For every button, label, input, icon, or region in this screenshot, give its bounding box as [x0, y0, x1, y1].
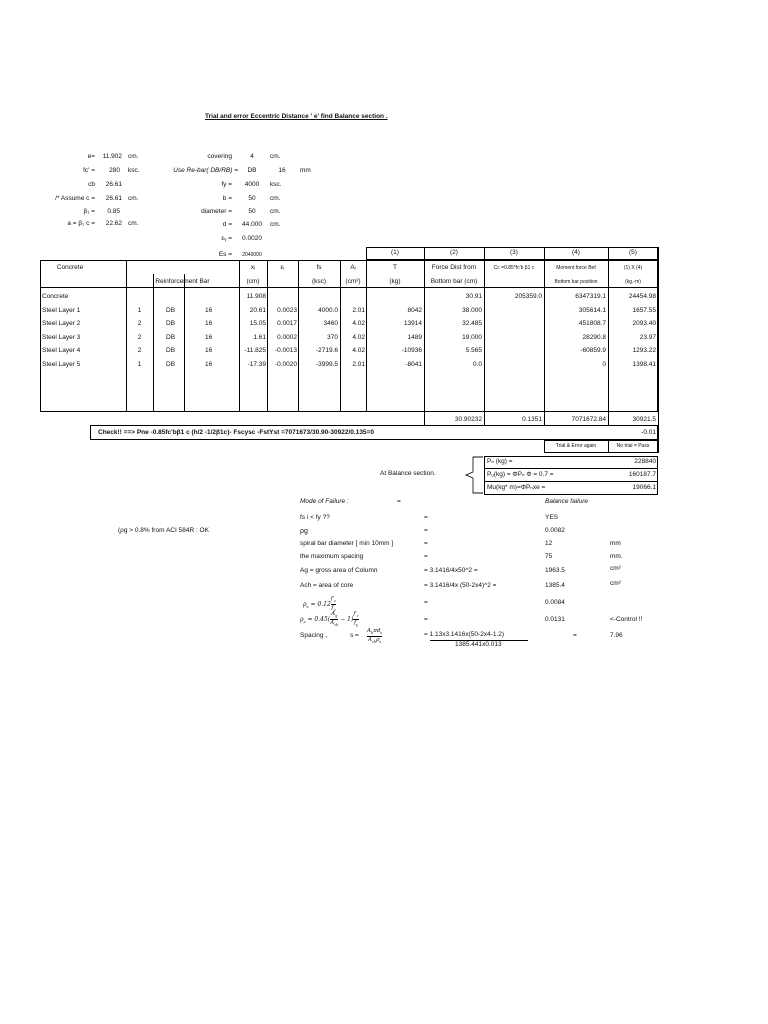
rho1-eq: =	[424, 599, 428, 606]
a-label: a = β₁ c =	[67, 220, 95, 227]
cell-name: Steel Layer 2	[42, 320, 81, 327]
spiral-unit: mm	[610, 540, 621, 547]
cell-dist: 38.000	[462, 306, 482, 314]
cell-x: 1.61	[253, 333, 266, 341]
cell-dist: 32.485	[462, 320, 482, 327]
cell-p: 1657.55	[632, 306, 656, 314]
hdr-force: Force Dist from	[431, 264, 477, 271]
cell-dist: 30.91	[465, 293, 482, 300]
hdr-reinf: Reinforcement Bar	[155, 278, 210, 285]
fy-value: 4000	[244, 181, 260, 188]
fsi-value: YES	[545, 514, 559, 521]
cell-a: 2.01	[352, 360, 365, 368]
hdr-ai-unit: (cm²)	[345, 278, 361, 285]
cell-n: 2	[137, 333, 142, 341]
cell-n: 2	[137, 347, 142, 354]
cell-e: -0.0013	[274, 347, 297, 354]
ach-unit: cm²	[610, 580, 621, 587]
cell-t: 1489	[407, 333, 422, 341]
hdr-prod-unit: (kg.-m)	[625, 279, 641, 285]
trial-label: Trial & Error again	[555, 443, 597, 449]
c-label: /* Assume c =	[55, 195, 95, 202]
cell-fs: 370	[327, 333, 338, 341]
hdr-fs-unit: (ksc)	[311, 278, 327, 285]
pu-value: 160187.7	[628, 471, 656, 478]
e-value: 11.902	[102, 153, 122, 160]
rho1-formula: $\rho_s = 0.12$ $\frac{f'_c}{f_y}$	[303, 596, 337, 613]
col-num-5: (5)	[629, 249, 637, 256]
cell-type: DB	[166, 347, 176, 354]
beta-value: 0.85	[107, 208, 120, 215]
cell-dist: 19.000	[462, 333, 482, 341]
spacing-max-unit: mm.	[610, 553, 623, 560]
cb-value: 26.61	[105, 181, 122, 188]
cell-m: 305614.1	[578, 306, 606, 314]
e-label: e=	[87, 153, 95, 160]
cell-x: -17.39	[247, 360, 266, 368]
trial-value: No trial = Pass	[616, 443, 650, 449]
ach-value: 1385.4	[545, 582, 565, 589]
d-value: 44.000	[242, 221, 262, 228]
mode-label: Mode of Failure :	[300, 498, 349, 505]
spacing-formula: $\frac{A_b\pi d_s}{A_{ch}\rho_s}$	[367, 628, 383, 645]
rebar-type: DB	[247, 167, 257, 174]
hdr-xi: xᵢ	[250, 264, 256, 271]
page-title: Trial and error Eccentric Distance ' e' find Balance section .	[205, 113, 388, 120]
rho2-value: 0.0131	[545, 616, 565, 623]
c-value: 26.61	[105, 195, 122, 202]
cell-e: -0.0020	[274, 360, 297, 368]
cell-type: DB	[166, 360, 176, 368]
mu-value: 19066.1	[632, 484, 656, 491]
brace-icon	[463, 455, 485, 495]
cell-a: 4.02	[352, 333, 365, 341]
cell-size: 16	[205, 360, 213, 368]
fsi-label: fs i < fy ??	[300, 514, 330, 521]
cell-cc: 205359.0	[514, 293, 542, 300]
spiral-eq: =	[424, 540, 428, 547]
col-num-2: (2)	[450, 249, 458, 256]
cell-t: 13914	[403, 320, 422, 327]
ag-eq: = 3.1416/4x50^2 =	[424, 567, 478, 574]
pg-value: 0.0082	[545, 527, 565, 534]
cell-size: 16	[205, 333, 213, 341]
spacing-den: 1385.441x0.013	[455, 641, 502, 648]
total-p: 30921.5	[632, 416, 656, 423]
cell-dist: 0.0	[472, 360, 482, 368]
fc-unit: ksc.	[128, 167, 140, 174]
hdr-xi-unit: (cm)	[246, 278, 260, 285]
spiral-label: spiral bar diameter [ min 10mm ]	[300, 540, 394, 547]
cell-x: 15.05	[249, 320, 266, 327]
cell-type: DB	[166, 333, 176, 341]
cell-size: 16	[205, 306, 213, 314]
col-num-1: (1)	[391, 249, 399, 256]
mu-label: Mu(kg* m)=ΦPₙxe =	[487, 484, 546, 491]
cell-t: -10936	[401, 347, 422, 354]
beta-label: β₁ =	[83, 208, 95, 215]
pg-eq: =	[424, 527, 428, 534]
a-unit: cm.	[128, 220, 139, 227]
diameter-label: diameter =	[201, 208, 232, 215]
ag-unit: cm²	[610, 565, 621, 572]
cell-size: 16	[205, 320, 213, 327]
cell-m: 6347319.1	[575, 293, 606, 300]
cell-m: 451808.7	[578, 320, 606, 327]
fy-unit: ksc.	[270, 181, 282, 188]
d-unit: cm.	[270, 221, 281, 228]
d-label: d =	[222, 221, 232, 228]
total-dist: 30.90232	[454, 416, 482, 423]
cell-t: 8042	[407, 306, 422, 314]
pg-label: ρg	[300, 528, 308, 535]
cell-e: 0.0023	[277, 306, 297, 314]
cell-p: 2093.40	[632, 320, 656, 327]
hdr-ei: εᵢ	[280, 264, 285, 271]
ey-value: 0.0020	[242, 235, 262, 242]
es-label: Es =	[218, 251, 232, 258]
rho1-value: 0.0084	[545, 599, 565, 606]
diameter-unit: cm.	[270, 208, 281, 215]
balance-label: At Balance section.	[380, 470, 436, 477]
mode-eq: =	[397, 498, 401, 505]
fsi-eq: =	[424, 514, 428, 521]
cell-p: 1398.41	[632, 360, 656, 368]
spacing-num: = 1.13x3.1416x(50-2x4-1.2)	[424, 631, 505, 638]
spacing-max-eq: =	[424, 553, 428, 560]
cell-fs: 4000.0	[318, 306, 338, 314]
covering-unit: cm.	[270, 153, 281, 160]
rho2-formula: $\rho_s = 0.45$( $\frac{A_g}{A_{ch}}$ − 1) $\frac{f'_c}{f_y}$	[300, 611, 359, 628]
cell-x: 20.61	[249, 306, 266, 314]
hdr-prod: (1) X (4)	[623, 265, 643, 271]
spacing-value: 7.96	[610, 632, 623, 639]
b-unit: cm.	[270, 195, 281, 202]
cell-x: -11.825	[244, 347, 266, 354]
cell-name: Steel Layer 4	[42, 347, 81, 354]
diameter-value: 50	[248, 208, 256, 215]
cell-m: -60859.9	[580, 347, 606, 354]
hdr-moment2: Bottom bar position	[554, 279, 598, 285]
ag-value: 1963.5	[545, 567, 565, 574]
covering-value: 4	[250, 153, 254, 160]
pg-note: (ρg > 0.8% from ACI 584R : OK	[118, 527, 209, 534]
cell-a: 4.02	[352, 347, 365, 354]
pn-label: Pₙ (kg) =	[487, 458, 513, 465]
hdr-force2: Bottom bar (cm)	[430, 278, 478, 285]
hdr-concrete: Concrete	[56, 264, 84, 271]
spacing-max-value: 75	[545, 553, 553, 560]
cell-name: Steel Layer 3	[42, 333, 81, 341]
cell-n: 1	[137, 306, 142, 314]
spacing-eq: =	[573, 632, 577, 639]
cell-m: 28290.8	[582, 333, 606, 341]
ag-label: Ag = gross area of Column	[300, 567, 378, 574]
ach-eq: = 3.1416/4x (50-2x4)^2 =	[424, 582, 497, 589]
e-unit: cm.	[128, 153, 139, 160]
cell-n: 1	[137, 360, 142, 368]
hdr-fs: fs	[316, 264, 322, 271]
cell-n: 2	[137, 320, 142, 327]
cell-fs: -3999.5	[315, 360, 338, 368]
total-m: 7071672.84	[571, 416, 606, 423]
rebar-unit: mm	[300, 167, 311, 174]
fy-label: fy =	[221, 181, 232, 188]
c-unit: cm.	[128, 195, 139, 202]
check-value: -0.01	[641, 429, 656, 436]
pu-label: Pᵤ(kg) = ΦPₙ Φ = 0.7 =	[487, 471, 554, 478]
cell-x: 11.908	[246, 293, 266, 300]
rebar-size: 16	[278, 167, 286, 174]
pn-value: 228840	[634, 458, 656, 465]
a-value: 22.62	[105, 220, 122, 227]
col-num-3: (3)	[510, 249, 518, 256]
rho2-eq: =	[424, 616, 428, 623]
spacing-s: s =	[350, 632, 359, 639]
b-value: 50	[248, 195, 256, 202]
spacing-max-label: the maximum spacing	[300, 553, 364, 560]
cell-type: DB	[166, 306, 176, 314]
cell-type: DB	[166, 320, 176, 327]
cell-a: 2.01	[352, 306, 365, 314]
ey-label: εᵧ =	[221, 235, 232, 242]
hdr-t-unit: (kg)	[389, 278, 401, 285]
hdr-moment: Moment force Bef	[556, 265, 596, 271]
hdr-t: T	[393, 264, 397, 271]
cell-dist: 5.565	[465, 347, 482, 354]
total-cc: 0.1351	[522, 416, 542, 423]
rho2-note: <-Control !!	[610, 616, 643, 623]
cell-name: Concrete	[42, 293, 69, 300]
cell-e: 0.0002	[277, 333, 297, 341]
hdr-cc: Cc =0.85*fc'b β1 c	[493, 265, 535, 271]
rebar-label: Use Re-bar( DB/RB) =	[173, 167, 238, 174]
cb-label: cb	[88, 181, 95, 188]
cell-e: 0.0017	[277, 320, 297, 327]
cell-fs: -2719.6	[315, 347, 338, 354]
spacing-label: Spacing ,	[300, 632, 328, 639]
fc-label: fc' =	[83, 167, 95, 174]
cell-fs: 3460	[323, 320, 338, 327]
cell-name: Steel Layer 1	[42, 306, 81, 314]
fc-value: 280	[109, 167, 120, 174]
es-value: 2040000	[242, 252, 262, 258]
cell-p: 1293.22	[632, 347, 656, 354]
col-num-4: (4)	[572, 249, 580, 256]
covering-label: covering	[207, 153, 232, 160]
cell-size: 16	[205, 347, 213, 354]
ach-label: Ach = area of core	[300, 582, 354, 589]
spiral-value: 12	[545, 540, 553, 547]
cell-m: 0	[602, 360, 606, 368]
check-text: Check!! ==> Pne -0.85fc'bβ1 c (h/2 -1/2β1c)- Fscysc -FstYst =7071673/30.90-30922/0.135=0	[98, 429, 374, 436]
cell-t: -8041	[405, 360, 422, 368]
mode-value: Balance failure	[545, 498, 588, 505]
cell-a: 4.02	[352, 320, 365, 327]
b-label: b =	[222, 195, 232, 202]
cell-p: 24454.98	[628, 293, 656, 300]
hdr-ai: Aᵢ	[350, 264, 356, 271]
cell-name: Steel Layer 5	[42, 360, 81, 368]
cell-p: 23.97	[639, 333, 656, 341]
